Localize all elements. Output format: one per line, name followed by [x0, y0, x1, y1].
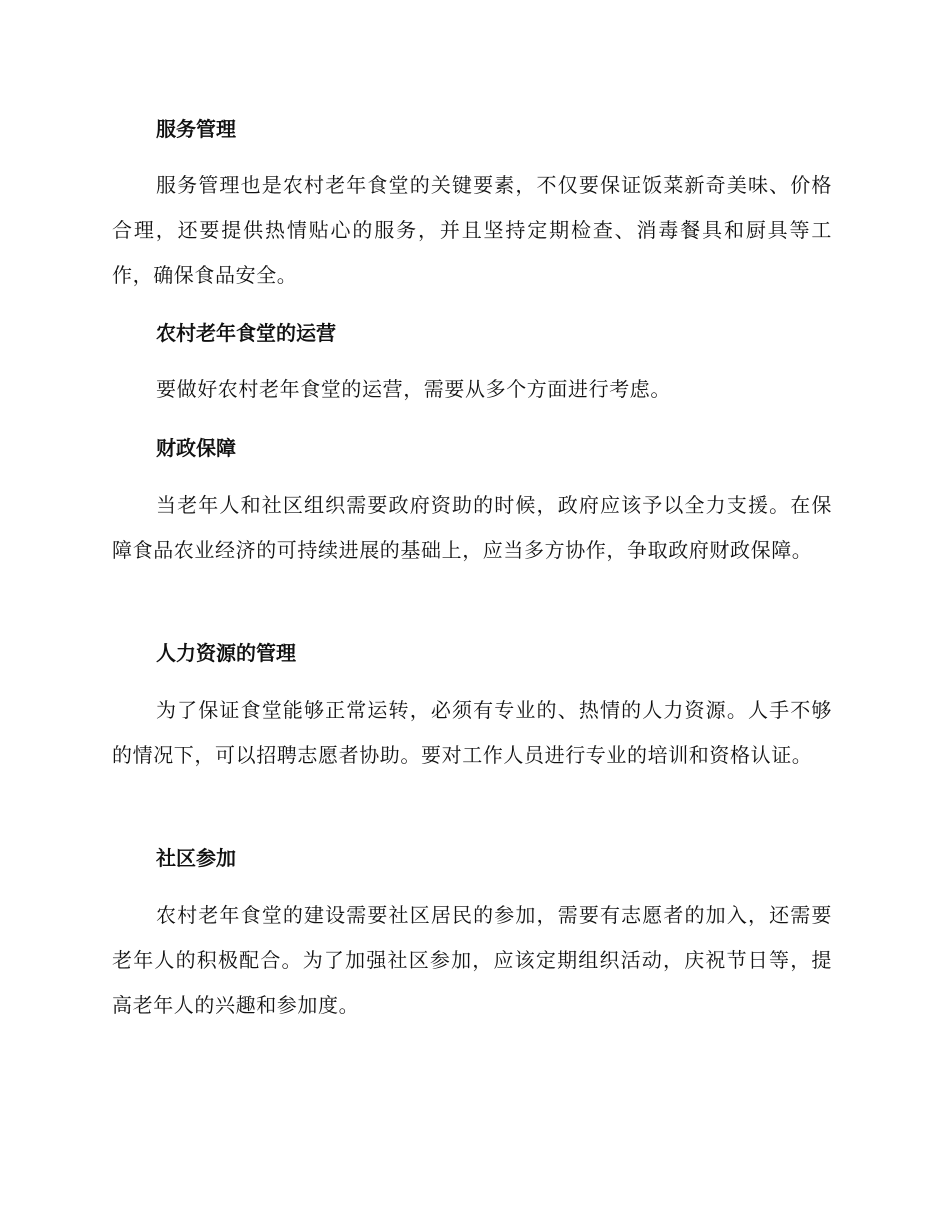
section-paragraph-canteen-operation: 要做好农村老年食堂的运营，需要从多个方面进行考虑。: [156, 377, 671, 401]
section-heading-service-management: 服务管理: [156, 117, 236, 141]
section-paragraph-human-resources: 为了保证食堂能够正常运转，必须有专业的、热情的人力资源。人手不够的情况下，可以招聘志愿者协助。要对工作人员进行专业的培训和资格认证。: [112, 698, 832, 767]
section-heading-financial-support: 财政保障: [156, 436, 236, 460]
section-paragraph-community-participation: 农村老年食堂的建设需要社区居民的参加，需要有志愿者的加入，还需要老年人的积极配合。为了加强社区参加，应该定期组织活动，庆祝节日等，提高老年人的兴趣和参加度。: [112, 903, 832, 1017]
section-paragraph-service-management: 服务管理也是农村老年食堂的关键要素，不仅要保证饭菜新奇美味、价格合理，还要提供热情贴心的服务，并且坚持定期检查、消毒餐具和厨具等工作，确保食品安全。: [112, 173, 832, 287]
section-heading-human-resources: 人力资源的管理: [156, 641, 296, 665]
section-heading-community-participation: 社区参加: [156, 846, 236, 870]
section-paragraph-financial-support: 当老年人和社区组织需要政府资助的时候，政府应该予以全力支援。在保障食品农业经济的可持续进展的基础上，应当多方协作，争取政府财政保障。: [112, 493, 832, 562]
section-heading-canteen-operation: 农村老年食堂的运营: [156, 321, 336, 345]
